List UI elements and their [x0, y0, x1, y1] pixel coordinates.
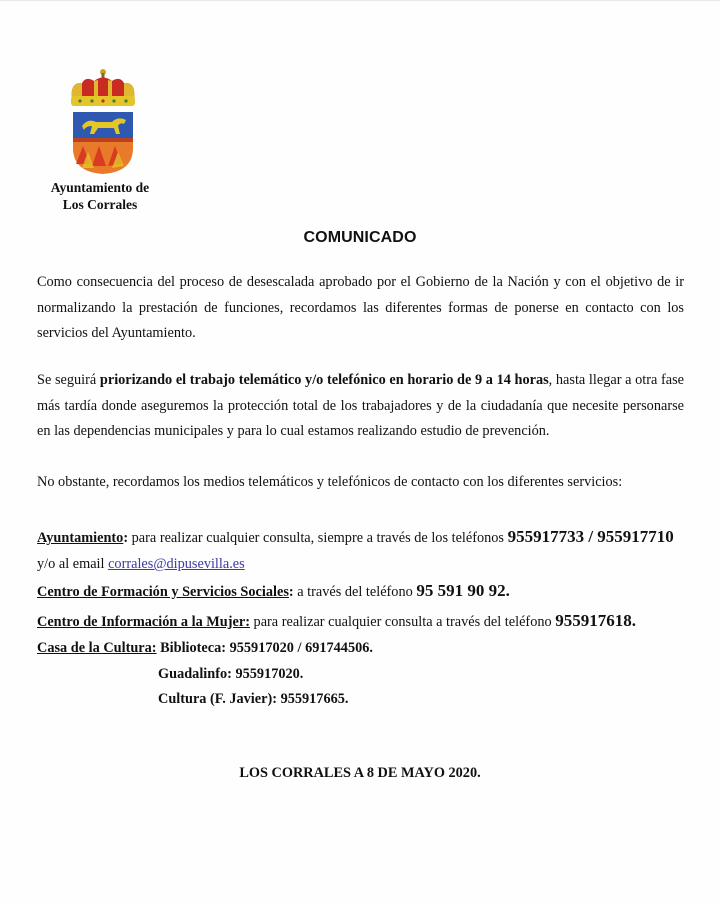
- contact-intro-paragraph: No obstante, recordamos los medios telemáticos y telefónicos de contacto con los diferentes servicios:: [37, 474, 623, 490]
- schedule-highlight: priorizando el trabajo telemático y/o telefónico en horario de 9 a 14 horas: [99, 372, 549, 388]
- contact-biblioteca: Biblioteca: 955917020 / 691744506.: [156, 640, 373, 656]
- contact-text: para realizar cualquier consulta, siempre a través de los teléfonos: [128, 530, 508, 546]
- contact-label-cultura: Casa de la Cultura:: [37, 640, 157, 656]
- email-link[interactable]: corrales@dipusevilla.es: [108, 556, 245, 572]
- contact-formacion: [37, 581, 510, 601]
- coat-of-arms-logo: [68, 68, 138, 174]
- org-line-1: Ayuntamiento de: [50, 180, 150, 195]
- contact-text: para realizar cualquier consulta a través del teléfono: [249, 614, 556, 630]
- contact-guadalinfo: Guadalinfo: 955917020.: [158, 666, 304, 682]
- contact-ayuntamiento: [37, 527, 674, 547]
- footer-date: LOS CORRALES A 8 DE MAYO 2020.: [239, 765, 481, 781]
- top-border: [0, 0, 720, 1]
- contact-phone-formacion: 95 591 90 92.: [416, 581, 510, 600]
- contact-label-formacion: Centro de Formación y Servicios Sociales: [37, 584, 289, 600]
- contact-phones-ayuntamiento: 955917733 / 955917710: [507, 527, 674, 546]
- contact-cultura: [37, 640, 373, 657]
- colon: :: [123, 530, 129, 546]
- contact-text: a través del teléfono: [293, 584, 417, 600]
- contact-label-ayuntamiento: Ayuntamiento: [37, 530, 124, 546]
- org-line-2: Los Corrales: [62, 197, 138, 212]
- contact-label-mujer: Centro de Información a la Mujer:: [37, 614, 250, 630]
- shield-icon: [73, 112, 133, 174]
- crown-icon: [71, 69, 135, 106]
- colon: :: [288, 584, 294, 600]
- document-title: COMUNICADO: [303, 229, 417, 246]
- email-prefix: y/o al email: [37, 556, 109, 572]
- intro-paragraph: Como consecuencia del proceso de desescalada aprobado por el Gobierno de la Nación y con el objetivo de ir normalizando la prestación de funciones, recordamos las diferentes formas de ponerse en contacto con los servicios del Ayuntamiento.: [37, 274, 684, 341]
- contact-mujer: [37, 611, 636, 631]
- schedule-text-before: Se seguirá: [37, 372, 100, 388]
- work-schedule-paragraph: [37, 368, 684, 445]
- schedule-text-after: , hasta llegar a otra fase más tardía donde aseguremos la protección total de los trabajadores y de la ciudadanía que necesite personarse en las dependencias municipales y para lo cual estamos realizando estudio de prevención.: [37, 372, 684, 439]
- contact-cultura-javier: Cultura (F. Javier): 955917665.: [158, 691, 349, 707]
- contact-email-line: [37, 556, 245, 573]
- organization-name: [30, 179, 170, 213]
- contact-phone-mujer: 955917618.: [555, 611, 636, 630]
